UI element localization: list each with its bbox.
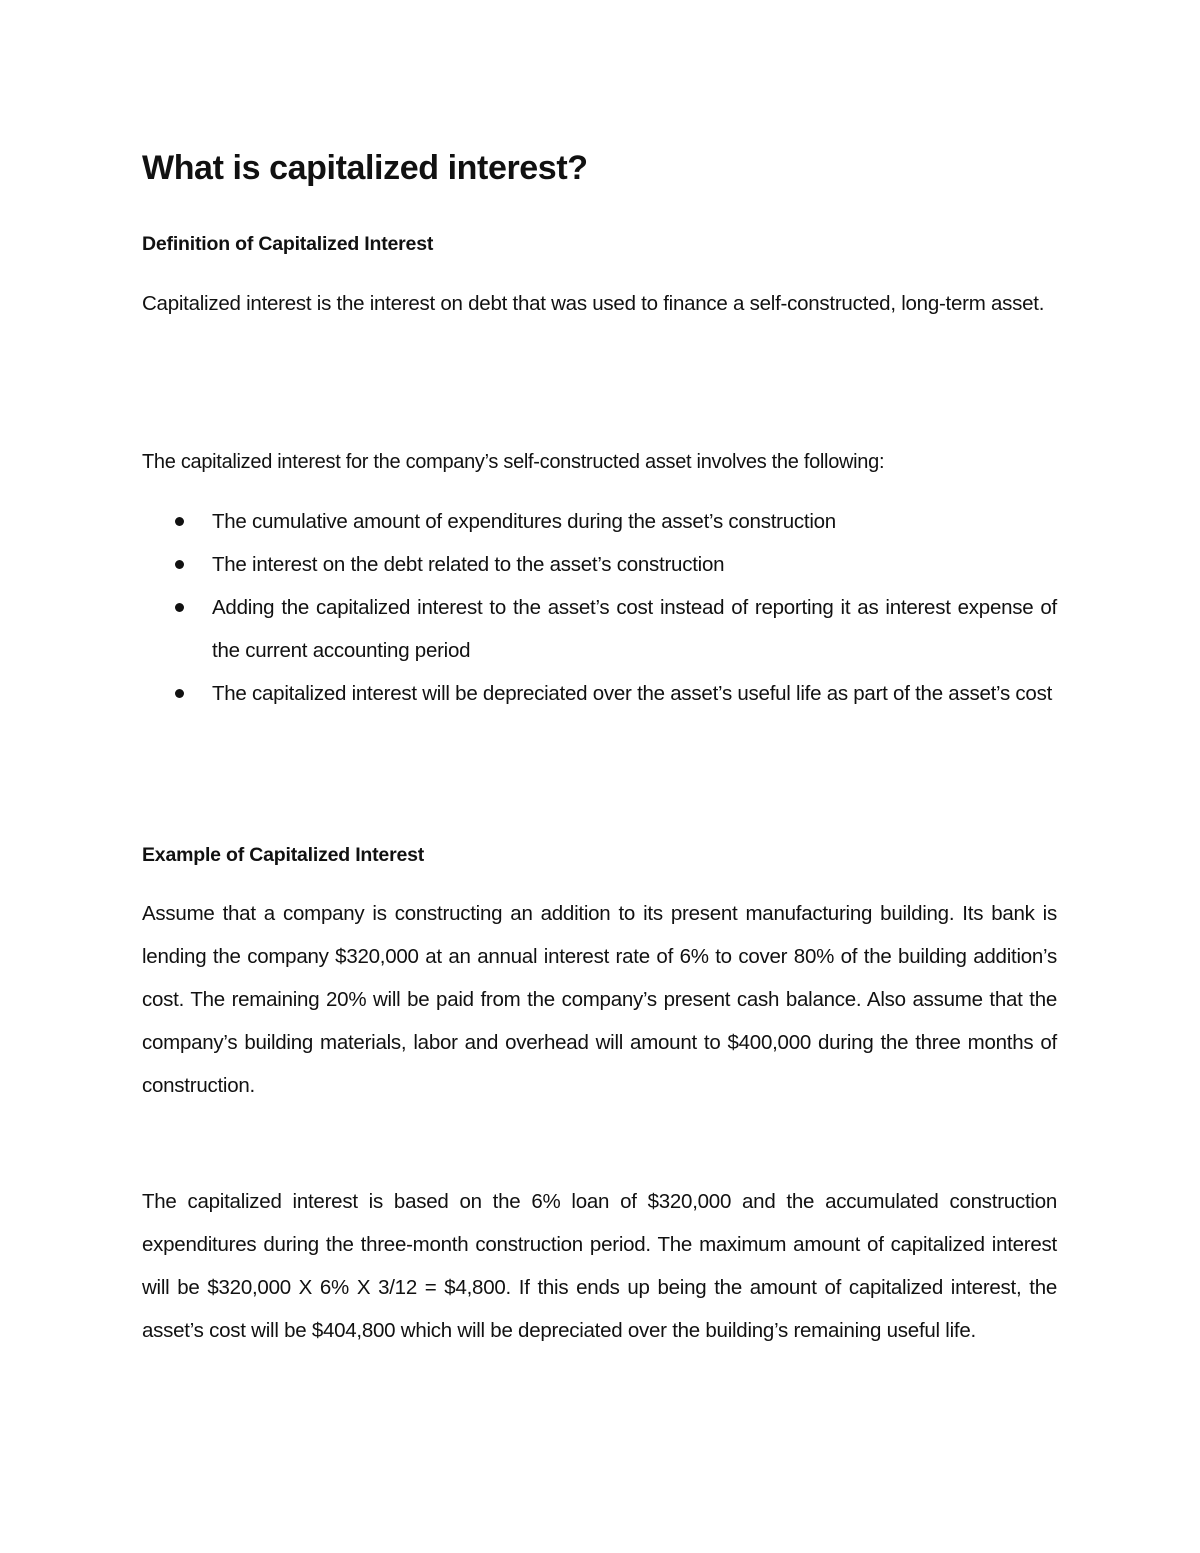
- list-item-text: Adding the capitalized interest to the asset’s cost instead of reporting it as interest expense of the current accounting period: [212, 596, 1057, 662]
- example-paragraph-2: The capitalized interest is based on the 6% loan of $320,000 and the accumulated construction expenditures during the three-month construction period. The maximum amount of capitalized interest will be $320,000 X 6% X 3/12 = $4,800. If this ends up being the amount of capitalized interest, the asset’s cost will be $404,800 which will be depreciated over the building’s remaining useful life.: [142, 1190, 1057, 1342]
- involves-list: [142, 500, 1057, 715]
- list-item-text: The cumulative amount of expenditures during the asset’s construction: [212, 510, 836, 533]
- bullet-icon: [175, 560, 184, 569]
- example-paragraph-1: Assume that a company is constructing an addition to its present manufacturing building. Its bank is lending the company $320,000 at an annual interest rate of 6% to cover 80% of the building addition’s cost. The remaining 20% will be paid from the company’s present cash balance. Also assume that the company’s building materials, labor and overhead will amount to $400,000 during the three months of construction.: [142, 902, 1057, 1097]
- bullet-icon: [175, 603, 184, 612]
- definition-paragraph: Capitalized interest is the interest on debt that was used to finance a self-constructed, long-term asset.: [142, 292, 1045, 315]
- bullet-icon: [175, 689, 184, 698]
- definition-heading: Definition of Capitalized Interest: [142, 233, 434, 255]
- list-item-text: The interest on the debt related to the asset’s construction: [212, 553, 725, 576]
- list-item: [142, 500, 1057, 543]
- document-title: What is capitalized interest?: [142, 149, 588, 187]
- bullet-icon: [175, 517, 184, 526]
- involves-intro: The capitalized interest for the company’s self-constructed asset involves the following:: [142, 451, 885, 473]
- list-item: [142, 543, 1057, 586]
- list-item: [142, 672, 1057, 715]
- list-item: [142, 586, 1057, 672]
- list-item-text: The capitalized interest will be depreciated over the asset’s useful life as part of the asset’s cost: [212, 682, 1053, 705]
- example-heading: Example of Capitalized Interest: [142, 844, 425, 866]
